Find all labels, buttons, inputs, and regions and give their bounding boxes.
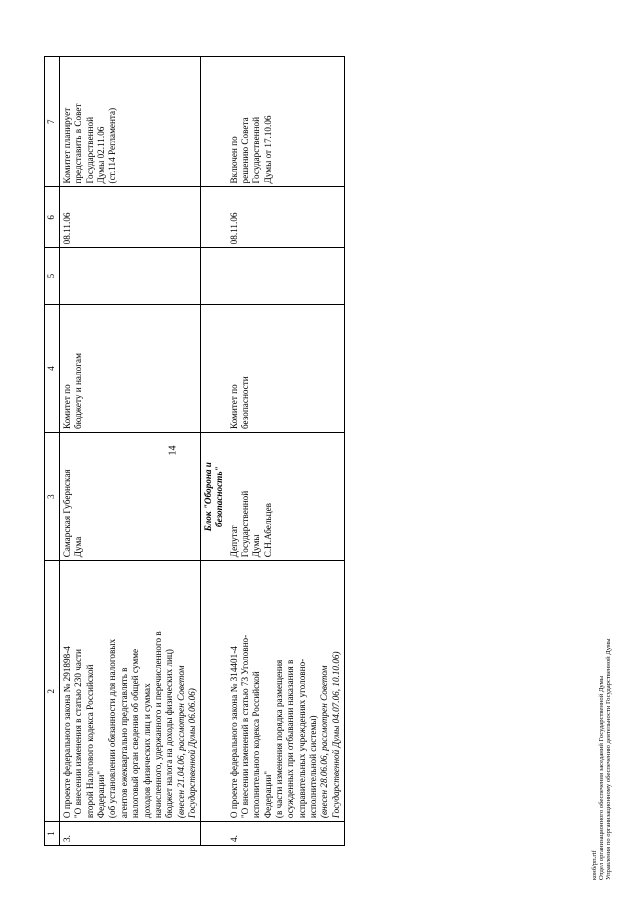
initiator-line: Думы [251,534,262,558]
table-row [60,57,201,846]
row-col5 [227,248,345,305]
note-line: (ст.114 Регламента) [107,107,118,184]
note-line: Комитет планирует [62,107,72,184]
note-line: Думы 02.11.06 [96,126,107,184]
footer-line-administration: Управления по организационному обеспечению деятельности Государственной Думы [605,638,612,880]
column-header: 1 [45,822,60,846]
committee-line: бюджету и налогам [73,353,84,430]
column-header: 7 [45,57,60,187]
subject-note-line: (внесен 28.06.06, рассмотрен Советом [319,665,330,819]
initiator-line: Самарская Губернская [62,469,72,558]
column-header: 5 [45,248,60,305]
note-line: решению Совета [239,117,250,184]
subject-line: (об установлении обязанности для налоговых [107,638,118,819]
subject-line: налоговый орган сведения об общей сумме [130,648,141,819]
note-line: представить в Совет [73,103,84,184]
subject-note-line: (внесен 21.04.06, рассмотрен Советом [175,665,186,819]
row-date: 08.11.06 [227,187,345,248]
initiator-line: Дума [73,536,84,558]
subject-line: "О внесении изменений в статью 73 Уголовно- [239,634,250,819]
row-col5 [60,248,201,305]
subject-line: исправительных учреждениях уголовно- [296,658,307,819]
initiator-line: Депутат [228,525,239,558]
row-initiator [60,433,201,561]
table-header-row [45,57,60,846]
column-header: 2 [45,561,60,822]
subject-line: О проекте федерального закона № 314401-4 [228,646,239,819]
committee-line: Комитет по [228,384,239,430]
footer-line-department: Отдел организационного обеспечения заседаний Государственной Думы [598,675,605,880]
row-number: 3. [60,822,201,846]
note-line: Государственной [84,117,95,184]
subject-line: О проекте федерального закона № 291898-4 [62,646,72,819]
subject-line: (в части изменения порядка размещения [273,659,284,819]
footer-line-filename: конб/рп.rtf [591,850,598,880]
subject-line: второй Налогового кодекса Российской [84,664,95,819]
block-title-row [200,57,226,846]
note-line: Думы от 17.10.06 [262,115,273,184]
block-title: Блок "Оборона и безопасность" [200,433,226,561]
subject-note-line: Государственной Думы 04.07.06, 10.10.06) [330,651,341,819]
subject-line: начисленного, удержанного и перечисленного в [152,631,163,819]
note-line: Государственной [251,117,262,184]
agenda-table [44,56,345,846]
block-spacer-cell [200,187,226,248]
row-subject [227,561,345,822]
column-header: 4 [45,304,60,432]
column-header: 3 [45,433,60,561]
row-committee [227,304,345,432]
subject-line: исполнительной системы) [308,715,319,819]
subject-line: доходов физических лиц и суммах [141,683,152,819]
page-number: 14 [167,445,179,456]
rotated-table-container [40,40,600,860]
subject-line: "О внесении изменения в статью 230 части [73,649,84,819]
row-date: 08.11.06 [60,187,201,248]
subject-line: агентов ежеквартально представлять в [118,667,129,819]
initiator-line: Государственной [239,490,250,558]
subject-line: бюджет налога на доходы физических лиц) [164,649,175,819]
column-header: 6 [45,187,60,248]
subject-line: осужденных при отбывании наказания в [285,659,296,819]
initiator-line: С.Н.Абельцев [262,503,273,558]
row-note [227,57,345,187]
table-row [227,57,345,846]
row-committee [60,304,201,432]
row-initiator [227,433,345,561]
block-spacer-cell [200,248,226,305]
committee-line: безопасности [239,376,250,430]
block-spacer-cell [200,561,226,822]
subject-line: Федерации" [262,770,273,819]
block-spacer-cell [200,304,226,432]
note-line: Включен по [228,136,239,184]
row-subject [60,561,201,822]
row-note [60,57,201,187]
row-number: 4. [227,822,345,846]
subject-note-line: Государственной Думы 06.06.06) [186,688,197,819]
committee-line: Комитет по [62,384,72,430]
block-spacer-cell [200,57,226,187]
block-spacer-cell [200,822,226,846]
subject-line: Федерации" [96,770,107,819]
subject-line: исполнительного кодекса Российской [251,671,262,819]
